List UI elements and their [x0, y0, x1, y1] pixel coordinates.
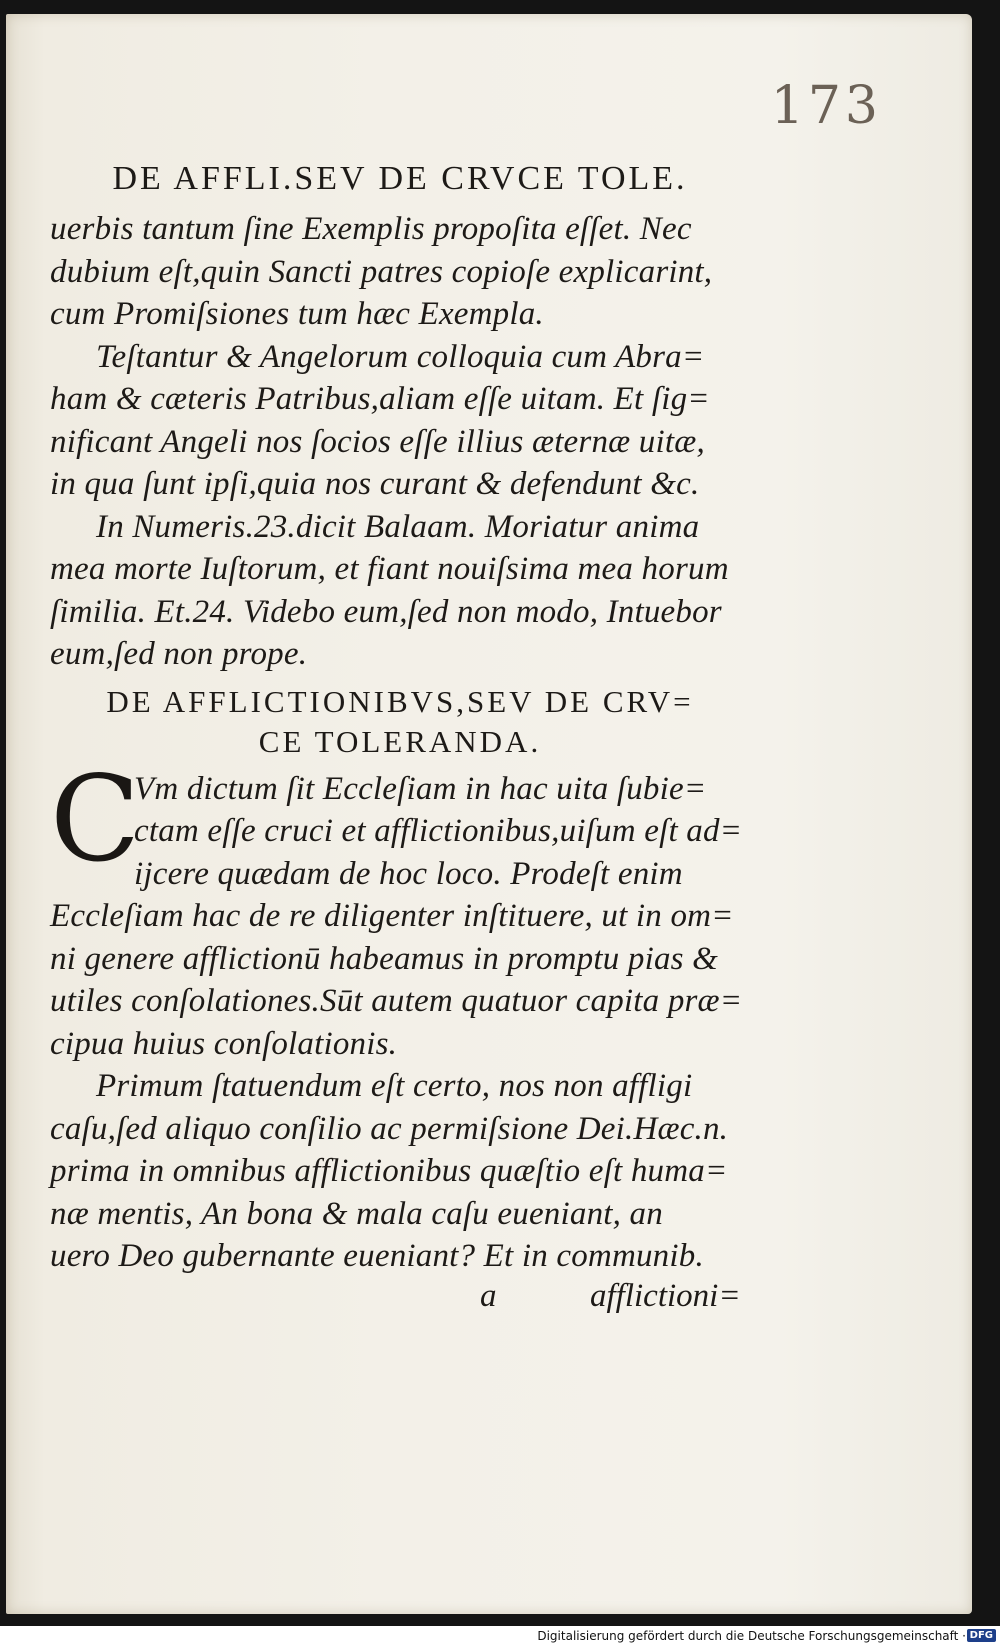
running-head: DE AFFLI.SEV DE CRVCE TOLE. [112, 160, 688, 197]
text-line: ijcere quædam de hoc loco. Prodeſt enim [134, 855, 683, 892]
paragraph-2 [50, 336, 750, 506]
section-heading-line: CE TOLERANDA. [258, 723, 542, 759]
text-line: nificant Angeli nos ſocios eſſe illius æternæ uitæ, [50, 423, 705, 460]
book-page [6, 14, 972, 1614]
dfg-logo: DFG [967, 1629, 996, 1642]
text-line: caſu,ſed aliquo conſilio ac permiſsione Dei.Hæc.n. [50, 1110, 729, 1147]
page-text [50, 144, 750, 1324]
text-line: prima in omnibus afflictionibus quæſtio eſt huma= [50, 1153, 728, 1189]
signature-mark: a [480, 1277, 497, 1314]
section-heading-line: DE AFFLICTIONIBVS,SEV DE CRV= [106, 683, 694, 719]
page-number: 173 [770, 76, 882, 136]
text-line: dubium eſt,quin Sancti patres copioſe explicarint, [50, 253, 713, 290]
text-line: ni genere afflictionū habeamus in promptu pias & [50, 940, 719, 977]
text-line: uero Deo gubernante eueniant? Et in communib. [50, 1238, 704, 1274]
text-line: uerbis tantum ſine Exemplis propoſita eſſet. Nec [50, 211, 692, 247]
catchword: afflictioni= [590, 1277, 741, 1314]
text-line: utiles conſolationes.Sūt autem quatuor capita præ= [50, 983, 743, 1019]
text-line: cum Promiſsiones tum hæc Exempla. [50, 296, 544, 332]
section-heading [50, 682, 750, 762]
page-footer-line [50, 1278, 750, 1324]
text-line: næ mentis, An bona & mala caſu eueniant, an [50, 1195, 663, 1232]
paragraph-4 [50, 749, 750, 1066]
text-line: Eccleſiam hac de re diligenter inſtituere, ut in om= [50, 898, 734, 934]
paragraph-3 [50, 506, 750, 676]
text-line: ſimilia. Et.24. Videbo eum,ſed non modo, Intuebor [50, 593, 722, 630]
text-line: Primum ſtatuendum eſt certo, nos non affligi [96, 1068, 693, 1104]
text-line: cipua huius conſolationis. [50, 1025, 398, 1062]
paragraph-5 [50, 1065, 750, 1278]
text-line: ctam eſſe cruci et afflictionibus,uiſum eſt ad= [134, 813, 743, 849]
drop-cap-initial: C [50, 749, 141, 888]
text-line: Vm dictum ſit Eccleſiam in hac uita ſubie= [134, 770, 707, 807]
text-line: in qua ſunt ipſi,quia nos curant & defendunt &c. [50, 466, 700, 502]
text-line: mea morte Iuſtorum, et fiant nouiſsima mea horum [50, 551, 729, 587]
funding-notice: Digitalisierung gefördert durch die Deutsche Forschungsgemeinschaft · [537, 1629, 966, 1643]
text-line: In Numeris.23.dicit Balaam. Moriatur anima [96, 508, 700, 545]
text-line: Teſtantur & Angelorum colloquia cum Abra= [96, 338, 705, 375]
text-line: eum,ſed non prope. [50, 636, 308, 672]
text-line: ham & cæteris Patribus,aliam eſſe uitam. Et ſig= [50, 381, 710, 417]
paragraph-1 [50, 208, 750, 336]
funding-footer [0, 1626, 1000, 1648]
